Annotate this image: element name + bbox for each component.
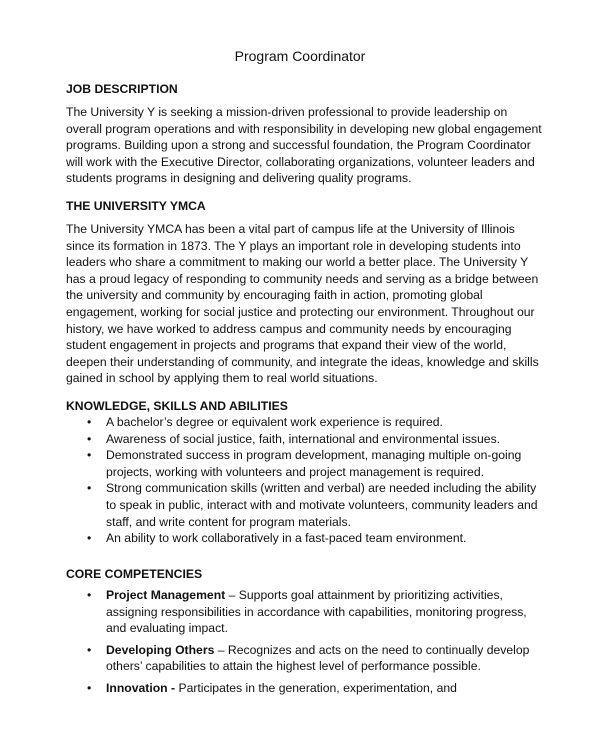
bullet-icon: • bbox=[87, 481, 92, 496]
competency-term: Project Management bbox=[106, 588, 226, 602]
ksa-heading: KNOWLEDGE, SKILLS AND ABILITIES bbox=[66, 399, 288, 413]
list-item-text: Demonstrated success in program development, managing multiple on-going projects, working with volunteers and project management is required. bbox=[106, 448, 522, 479]
competency-description: Participates in the generation, experimentation, and bbox=[175, 680, 457, 695]
list-item bbox=[66, 587, 546, 637]
university-ymca-paragraph: The University YMCA has been a vital part of campus life at the University of Illinois since its formation in 1873. The Y plays an important role in developing students into leaders who share a commitment to making our world a better place. The University Y has a proud legacy of responding to community needs and serving as a bridge between the university and community by encouraging faith in action, promoting global engagement, working for social justice and protecting our environment. Throughout our history, we have worked to address campus and community needs by encouraging student engagement in projects and programs that expand their view of the world, deepen their understanding of community, and integrate the ideas, knowledge and skills gained in school by applying them to real world situations. bbox=[66, 222, 539, 386]
core-competencies-heading: CORE COMPETENCIES bbox=[66, 567, 203, 581]
ksa-list bbox=[66, 414, 546, 547]
competency-term: Developing Others bbox=[106, 642, 215, 657]
bullet-icon: • bbox=[87, 680, 92, 695]
competency-description: – Recognizes and acts on the need to continually develop others’ capabilities to attain the highest level of performance possible. bbox=[106, 642, 530, 674]
competency-term: Innovation - bbox=[106, 680, 176, 695]
core-competencies-list bbox=[66, 587, 546, 702]
bullet-icon: • bbox=[87, 431, 92, 446]
list-item bbox=[66, 447, 546, 480]
list-item-text: An ability to work collaboratively in a fast-paced team environment. bbox=[106, 531, 467, 546]
bullet-icon: • bbox=[87, 415, 92, 429]
job-description-heading: JOB DESCRIPTION bbox=[66, 82, 178, 96]
competency-description: – Supports goal attainment by prioritizing activities, assigning responsibilities in accordance with capabilities, monitoring progress, and evaluating impact. bbox=[106, 588, 527, 636]
document-title: Program Coordinator bbox=[234, 48, 366, 64]
list-item bbox=[66, 530, 546, 547]
list-item bbox=[66, 431, 546, 448]
list-item bbox=[66, 480, 546, 530]
bullet-icon: • bbox=[87, 448, 92, 463]
bullet-icon: • bbox=[87, 642, 92, 657]
job-description-paragraph: The University Y is seeking a mission-driven professional to provide leadership on overall program operations and with responsibility in developing new global engagement programs. Building upon a strong and successful foundation, the Program Coordinator will work with the Executive Director, collaborating organizations, volunteer leaders and students programs in designing and delivering quality programs. bbox=[66, 105, 542, 186]
university-ymca-heading: THE UNIVERSITY YMCA bbox=[66, 199, 206, 213]
bullet-icon: • bbox=[87, 531, 92, 546]
list-item bbox=[66, 642, 546, 675]
list-item-text: Awareness of social justice, faith, international and environmental issues. bbox=[106, 431, 501, 446]
list-item bbox=[66, 414, 546, 431]
list-item-text: Strong communication skills (written and verbal) are needed including the ability to speak in public, interact with and motivate volunteers, community leaders and staff, and write content for program materials. bbox=[106, 481, 538, 529]
bullet-icon: • bbox=[87, 588, 92, 602]
list-item-text: A bachelor’s degree or equivalent work experience is required. bbox=[106, 415, 443, 429]
list-item bbox=[66, 680, 546, 697]
